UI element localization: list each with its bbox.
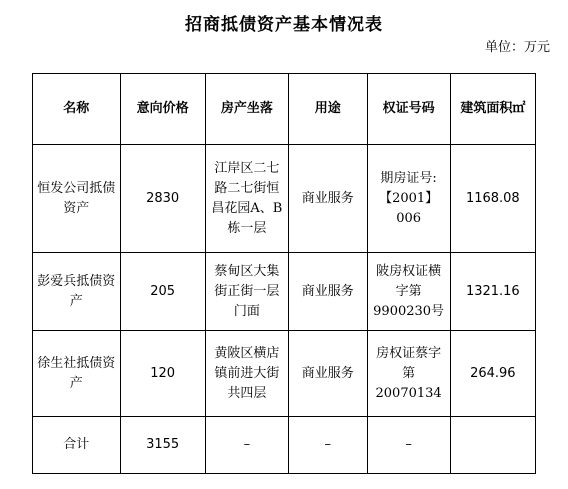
cell-use: 商业服务 [288, 145, 367, 253]
table-row [33, 145, 536, 253]
table-header-row [33, 74, 536, 145]
document-title: 招商抵债资产基本情况表 [185, 15, 383, 35]
total-area [450, 417, 535, 474]
total-use: – [288, 417, 367, 474]
header-name: 名称 [33, 74, 121, 145]
cell-cert: 期房证号:【2001】006 [367, 145, 450, 253]
unit-label: 单位：万元 [484, 40, 550, 55]
cell-use: 商业服务 [288, 253, 367, 331]
cell-price: 120 [120, 331, 205, 417]
cell-name: 徐生社抵债资产 [33, 331, 121, 417]
cell-name: 恒发公司抵债资产 [33, 145, 121, 253]
total-location: – [205, 417, 288, 474]
cell-area: 1321.16 [450, 253, 535, 331]
header-price: 意向价格 [120, 74, 205, 145]
cell-location: 蔡甸区大集街正街一层门面 [205, 253, 288, 331]
total-label: 合计 [33, 417, 121, 474]
cell-location: 江岸区二七路二七街恒昌花园A、B栋一层 [205, 145, 288, 253]
cell-price: 2830 [120, 145, 205, 253]
cell-price: 205 [120, 253, 205, 331]
header-use: 用途 [288, 74, 367, 145]
cell-location: 黄陂区横店镇前进大街共四层 [205, 331, 288, 417]
total-cert: – [367, 417, 450, 474]
header-area: 建筑面积㎡ [450, 74, 535, 145]
total-price: 3155 [120, 417, 205, 474]
header-cert: 权证号码 [367, 74, 450, 145]
cell-cert: 陂房权证横字第9900230号 [367, 253, 450, 331]
cell-use: 商业服务 [288, 331, 367, 417]
cell-area: 1168.08 [450, 145, 535, 253]
cell-name: 彭爱兵抵债资产 [33, 253, 121, 331]
asset-table [32, 73, 536, 474]
cell-cert: 房权证蔡字第20070134 [367, 331, 450, 417]
table-row [33, 331, 536, 417]
table-row [33, 253, 536, 331]
header-location: 房产坐落 [205, 74, 288, 145]
total-row [33, 417, 536, 474]
cell-area: 264.96 [450, 331, 535, 417]
